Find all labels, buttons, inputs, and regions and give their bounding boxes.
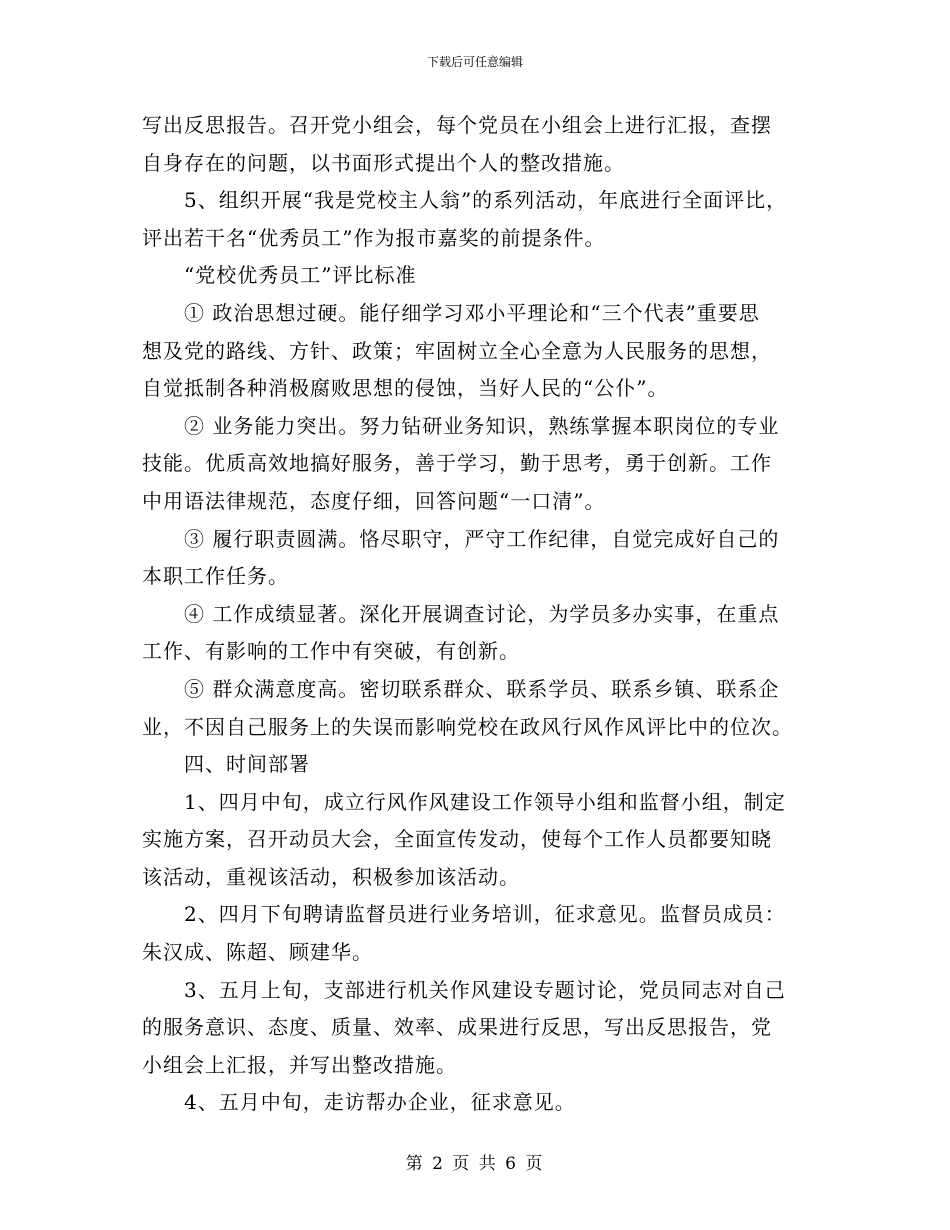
text-line: 实施方案，召开动员大会，全面宣传发动，使每个工作人员都要知晓 (142, 827, 772, 852)
page-number-footer: 第 2 页 共 6 页 (405, 1154, 545, 1174)
text-line: 4、五月中旬，走访帮办企业，征求意见。 (184, 1090, 576, 1115)
text-line: 5、组织开展“我是党校主人翁”的系列活动，年底进行全面评比， (184, 188, 788, 213)
text-line: 工作、有影响的工作中有突破，有创新。 (142, 639, 520, 664)
text-line: 小组会上汇报，并写出整改措施。 (142, 1052, 457, 1077)
text-line: 想及党的路线、方针、政策；牢固树立全心全意为人民服务的思想， (142, 338, 772, 363)
text-line: 四、时间部署 (184, 752, 310, 777)
text-line: 自觉抵制各种消极腐败思想的侵蚀，当好人民的“公仆”。 (142, 376, 669, 401)
document-body (142, 107, 832, 1122)
text-line: 2、四月下旬聘请监督员进行业务培训，征求意见。监督员成员： (184, 902, 786, 927)
text-line: 的服务意识、态度、质量、效率、成果进行反思，写出反思报告，党 (142, 1015, 772, 1040)
text-line: 该活动，重视该活动，积极参加该活动。 (142, 864, 520, 889)
text-line: 自身存在的问题，以书面形式提出个人的整改措施。 (142, 150, 625, 175)
text-line: 技能。优质高效地搞好服务，善于学习，勤于思考，勇于创新。工作 (142, 451, 772, 476)
text-line: ③ 履行职责圆满。恪尽职守，严守工作纪律，自觉完成好自己的 (184, 526, 780, 551)
text-line: 中用语法律规范，态度仔细，回答问题“一口清”。 (142, 488, 606, 513)
text-line: ④ 工作成绩显著。深化开展调查讨论，为学员多办实事，在重点 (184, 601, 780, 626)
text-line: 朱汉成、陈超、顾建华。 (142, 940, 373, 965)
text-line: 业，不因自己服务上的失误而影响党校在政风行风作风评比中的位次。 (142, 714, 793, 739)
text-line: 写出反思报告。召开党小组会，每个党员在小组会上进行汇报，查摆 (142, 113, 772, 137)
text-line: 评出若干名“优秀员工”作为报市嘉奖的前提条件。 (142, 225, 606, 250)
text-line: “党校优秀员工”评比标准 (184, 263, 417, 288)
page-header: 下载后可任意编辑 (426, 55, 523, 69)
text-line: ② 业务能力突出。努力钻研业务知识，熟练掌握本职岗位的专业 (184, 413, 780, 438)
text-line: ⑤ 群众满意度高。密切联系群众、联系学员、联系乡镇、联系企 (184, 676, 780, 701)
text-line: 3、五月上旬，支部进行机关作风建设专题讨论，党员同志对自己 (184, 977, 786, 1002)
text-line: 本职工作任务。 (142, 564, 289, 589)
text-line: ① 政治思想过硬。能仔细学习邓小平理论和“三个代表”重要思 (184, 300, 760, 325)
text-line: 1、四月中旬，成立行风作风建设工作领导小组和监督小组，制定 (184, 789, 786, 814)
